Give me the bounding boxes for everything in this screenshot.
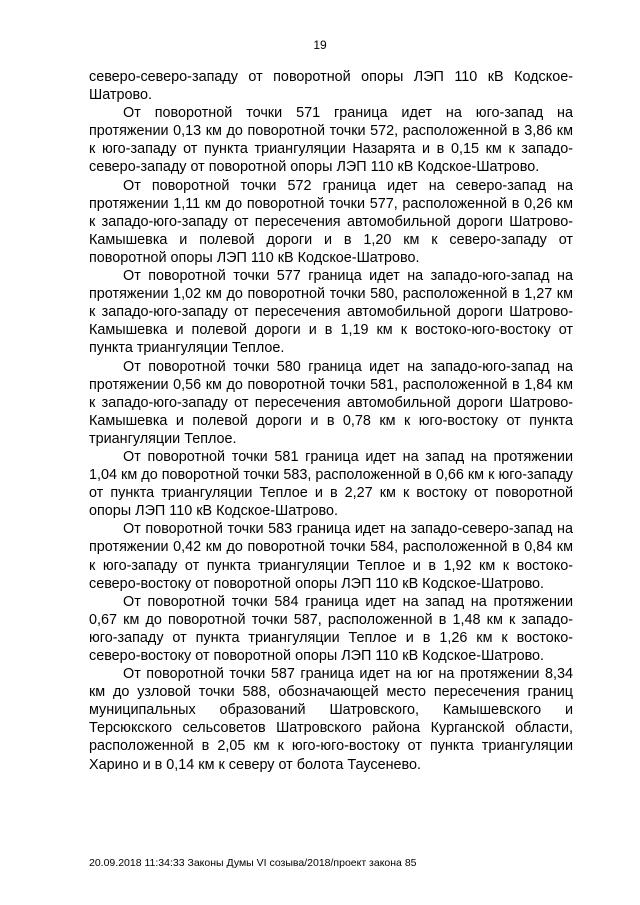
paragraph-3: От поворотной точки 572 граница идет на северо-запад на протяжении 1,11 км до поворотной точки 577, расположенной в 0,26 км к западо-юго-западу от пересечения автомобильной дороги Шатрово-Камышевка и полевой дороги и в 1,20 км к северо-западу от поворотной опоры ЛЭП 110 кВ Кодское-Шатрово.	[89, 177, 573, 266]
paragraph-5: От поворотной точки 580 граница идет на западо-юго-запад на протяжении 0,56 км до поворотной точки 581, расположенной в 1,84 км к западо-юго-западу от пересечения автомобильной дороги Шатрово-Камышевка и полевой дороги и в 0,78 км к юго-востоку от пункта триангуляции Теплое.	[89, 358, 573, 447]
paragraph-4: От поворотной точки 577 граница идет на западо-юго-запад на протяжении 1,02 км до поворотной точки 580, расположенной в 1,27 км к западо-юго-западу от пересечения автомобильной дороги Шатрово-Камышевка и полевой дороги и в 1,19 км к востоко-юго-востоку от пункта триангуляции Теплое.	[89, 268, 573, 357]
paragraph-7: От поворотной точки 583 граница идет на западо-северо-запад на протяжении 0,42 км до поворотной точки 584, расположенной в 0,84 км к юго-западу от пункта триангуляции Теплое и в 1,92 км к востоко-северо-востоку от поворотной опоры ЛЭП 110 кВ Кодское-Шатрово.	[89, 521, 573, 592]
paragraph-9: От поворотной точки 587 граница идет на юг на протяжении 8,34 км до узловой точки 588, обозначающей место пересечения границ муниципальных образований Шатровского, Камышевского и Терсюкского сельсоветов Шатровского района Курганской области, расположенной в 2,05 км к юго-юго-востоку от пункта триангуляции Харино и в 0,14 км к северу от болота Таусенево.	[89, 666, 573, 773]
footer-text: 20.09.2018 11:34:33 Законы Думы VI созыва/2018/проект закона 85	[89, 857, 417, 869]
paragraph-2: От поворотной точки 571 граница идет на юго-запад на протяжении 0,13 км до поворотной точки 572, расположенной в 3,86 км к юго-западу от пункта триангуляции Назарята и в 0,15 км к западо-северо-западу от поворотной опоры ЛЭП 110 кВ Кодское-Шатрово.	[89, 105, 573, 176]
paragraph-8: От поворотной точки 584 граница идет на запад на протяжении 0,67 км до поворотной точки 587, расположенной в 1,48 км к западо-юго-западу от пункта триангуляции Теплое и в 1,26 км к востоко-северо-востоку от поворотной опоры ЛЭП 110 кВ Кодское-Шатрово.	[89, 593, 573, 664]
document-body	[89, 68, 573, 774]
paragraph-6: От поворотной точки 581 граница идет на запад на протяжении 1,04 км до поворотной точки 583, расположенной в 0,66 км к юго-западу от пункта триангуляции Теплое и в 2,27 км к востоку от поворотной опоры ЛЭП 110 кВ Кодское-Шатрово.	[89, 448, 573, 520]
page-number: 19	[313, 38, 327, 52]
paragraph-1: северо-северо-западу от поворотной опоры ЛЭП 110 кВ Кодское-Шатрово.	[89, 69, 573, 104]
